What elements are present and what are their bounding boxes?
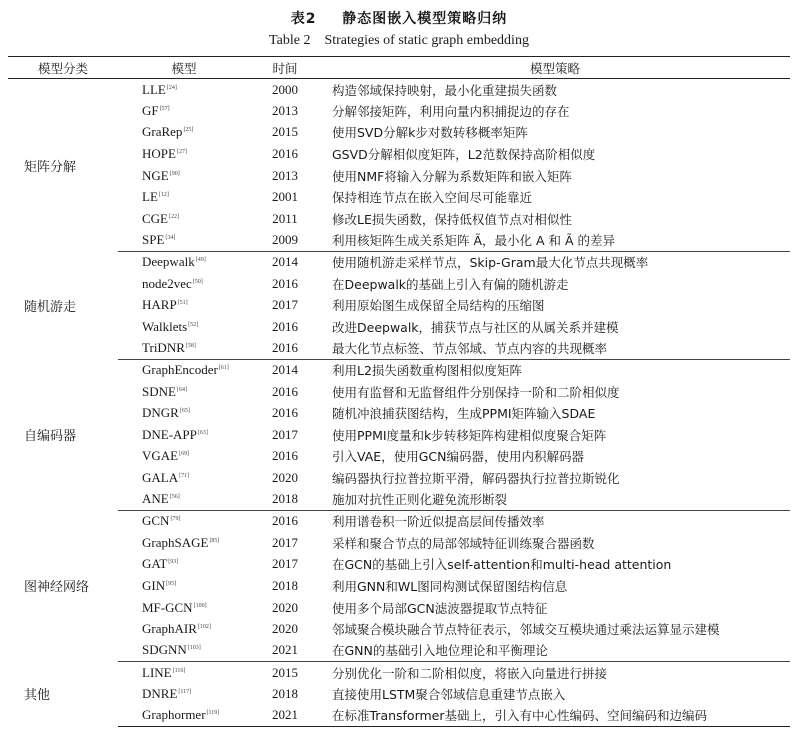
strategy-cell: 使用SVD分解k步对数转移概率矩阵 [332,125,528,141]
year-cell: 2014 [272,254,298,270]
table-row [8,186,790,208]
model-name: SDGNN [142,642,187,658]
strategy-cell: 使用多个局部GCN滤波器提取节点特征 [332,600,548,616]
header-year: 时间 [250,57,320,79]
model-cell [118,683,250,705]
table-row [8,100,790,122]
strategy-cell: 邻域聚合模块融合节点特征表示，邻域交互模块通过乘法运算显示建模 [332,622,720,638]
table-row [8,618,790,640]
table-row [8,424,790,446]
strategy-cell: 构造邻域保持映射，最小化重建损失函数 [332,82,558,98]
reference-marker: [79] [170,516,181,523]
category-cell: 矩阵分解 [24,159,77,175]
model-cell [118,510,250,532]
strategy-cell: 分解邻接矩阵，利用向量内积捕捉边的存在 [332,103,570,119]
reference-marker: [69] [179,451,190,458]
header-category: 模型分类 [8,57,118,79]
caption-zh-title: 静态图嵌入模型策略归纳 [342,11,508,27]
model-cell [118,532,250,554]
model-name: ANE [142,491,169,507]
year-cell: 2016 [272,405,298,421]
model-cell [118,575,250,597]
header-model: 模型 [118,57,250,79]
category-cell: 自编码器 [24,429,77,445]
year-cell: 2015 [272,124,298,140]
model-name: LLE [142,81,166,97]
model-name: DNRE [142,685,178,701]
table-row [8,79,790,101]
model-name: GraRep [142,124,183,140]
strategy-cell: 直接使用LSTM聚合邻域信息重建节点嵌入 [332,686,566,702]
reference-marker: [58] [185,343,196,350]
table-row [8,532,790,554]
reference-marker: [63] [197,429,208,436]
reference-marker: [12] [158,192,169,199]
model-name: GF [142,102,159,118]
year-cell: 2018 [272,577,298,593]
model-name: VGAE [142,448,179,464]
model-name: HARP [142,297,177,313]
table-body [8,79,790,727]
strategy-cell: 利用核矩阵生成关系矩阵 Ã，最小化 A 和 Ã 的差异 [320,230,790,252]
strategy-cell: 利用谱卷积一阶近似提高层间传播效率 [332,514,545,530]
strategy-cell: 在GCN的基础上引入self-attention和multi-head attention [332,557,672,573]
year-cell: 2017 [272,297,298,313]
strategy-cell: 编码器执行拉普拉斯平滑，解码器执行拉普拉斯锐化 [332,470,620,486]
model-cell [118,446,250,468]
reference-marker: [117] [178,688,192,695]
reference-marker: [116] [172,667,186,674]
reference-marker: [61] [218,365,229,372]
year-cell: 2020 [272,621,298,637]
model-name: CGE [142,210,168,226]
model-name: GraphEncoder [142,362,218,378]
strategy-cell: 最大化节点标签、节点邻域、节点内容的共现概率 [320,338,790,360]
table-row [8,575,790,597]
category-cell: 其他 [24,688,51,704]
model-cell [118,294,250,316]
model-cell [118,79,250,101]
model-cell [118,165,250,187]
reference-marker: [100] [193,602,207,609]
strategy-cell: 随机冲浪捕获图结构，生成PPMI矩阵输入SDAE [332,406,596,422]
caption-en-title: Strategies of static graph embedding [324,33,529,48]
strategy-cell: 修改LE损失函数，保持低权值节点对相似性 [332,211,572,227]
year-cell: 2017 [272,534,298,550]
strategy-cell: 利用原始图生成保留全局结构的压缩图 [332,298,545,314]
model-cell [118,705,250,727]
strategy-cell: 改进Deepwalk，捕获节点与社区的从属关系并建模 [332,319,619,335]
model-cell [118,338,250,360]
strategy-cell: 在GNN的基础引入地位理论和平衡理论 [320,640,790,662]
strategy-cell: 保持相连节点在嵌入空间尽可能靠近 [332,190,533,206]
model-cell [118,618,250,640]
model-cell [118,316,250,338]
table-row [8,294,790,316]
year-cell: 2018 [272,685,298,701]
year-cell: 2001 [272,189,298,205]
model-name: SDNE [142,383,176,399]
year-cell: 2017 [272,556,298,572]
model-name: SPE [142,232,165,248]
reference-marker: [102] [197,624,211,631]
reference-marker: [27] [176,149,187,156]
model-cell [118,186,250,208]
model-cell [118,100,250,122]
year-cell: 2013 [272,102,298,118]
model-name: GCN [142,513,170,529]
table-row [8,251,790,273]
model-name: node2vec [142,275,192,291]
model-cell [118,662,250,684]
reference-marker: [119] [206,710,220,717]
strategy-cell: GSVD分解相似度矩阵，L2范数保持高阶相似度 [332,147,596,163]
category-cell: 随机游走 [24,299,77,315]
table-row [8,338,790,360]
model-name: TriDNR [142,340,185,356]
model-cell [118,208,250,230]
table-row [8,122,790,144]
model-cell [118,402,250,424]
reference-marker: [56] [169,494,180,501]
year-cell: 2021 [250,640,320,662]
model-name: LE [142,189,158,205]
model-cell [118,597,250,619]
year-cell: 2009 [250,230,320,252]
strategy-cell: 引入VAE，使用GCN编码器，使用内积解码器 [332,449,584,465]
model-name: Walklets [142,318,188,334]
year-cell: 2000 [272,81,298,97]
table-row [8,597,790,619]
strategy-cell: 使用有监督和无监督组件分别保持一阶和二阶相似度 [332,384,620,400]
table-row [8,446,790,468]
caption-zh-label: 表2 [290,11,317,27]
reference-marker: [57] [159,105,170,112]
year-cell: 2016 [272,146,298,162]
model-name: NGE [142,167,169,183]
year-cell: 2018 [250,489,320,511]
reference-marker: [51] [177,300,188,307]
reference-marker: [34] [165,235,176,242]
table-row [8,489,790,511]
reference-marker: [50] [192,278,203,285]
table-row [8,143,790,165]
model-cell [118,143,250,165]
year-cell: 2020 [272,469,298,485]
year-cell: 2020 [272,599,298,615]
reference-marker: [95] [166,580,177,587]
model-name: MF-GCN [142,599,193,615]
reference-marker: [64] [176,386,187,393]
caption-en-label: Table 2 [269,33,311,48]
model-name: DNE-APP [142,426,197,442]
reference-marker: [71] [179,472,190,479]
table-row [8,359,790,381]
reference-marker: [90] [169,170,180,177]
category-cell: 图神经网络 [24,580,90,596]
year-cell: 2013 [272,167,298,183]
table-row [8,381,790,403]
model-name: GIN [142,577,166,593]
strategy-cell: 利用L2损失函数重构图相似度矩阵 [332,363,522,379]
model-cell [118,273,250,295]
model-name: Graphormer [142,707,206,723]
model-name: GraphAIR [142,621,197,637]
model-cell [118,489,250,511]
caption-zh [0,8,798,28]
header-strategy: 模型策略 [320,57,790,79]
strategy-cell: 使用PPMI度量和k步转移矩阵构建相似度聚合矩阵 [332,427,607,443]
strategies-table [8,56,790,727]
reference-marker: [22] [169,213,179,220]
reference-marker: [65] [179,408,190,415]
year-cell: 2011 [272,210,298,226]
year-cell: 2016 [272,513,298,529]
year-cell: 2016 [272,275,298,291]
caption-en [0,33,798,49]
reference-marker: [85] [209,537,220,544]
reference-marker: [49] [195,257,206,264]
table-header-row [8,57,790,79]
strategy-cell: 在标准Transformer基础上，引入有中心性编码、空间编码和边编码 [320,705,790,727]
table-row [8,554,790,576]
reference-marker: [24] [166,84,177,91]
table-row [8,165,790,187]
model-name: GAT [142,556,168,572]
year-cell: 2016 [272,383,298,399]
table-row [8,230,790,252]
year-cell: 2017 [272,426,298,442]
reference-marker: [25] [183,127,194,134]
table-row [8,316,790,338]
strategy-cell: 采样和聚合节点的局部邻域特征训练聚合器函数 [332,535,595,551]
table-row [8,467,790,489]
table-row [8,402,790,424]
table-row [8,273,790,295]
reference-marker: [103] [187,645,201,652]
table-row [8,510,790,532]
strategy-cell: 利用GNN和WL图同构测试保留图结构信息 [332,578,568,594]
strategy-cell: 分别优化一阶和二阶相似度，将嵌入向量进行拼接 [332,665,608,681]
year-cell: 2016 [272,318,298,334]
strategy-cell: 使用随机游走采样节点，Skip-Gram最大化节点共现概率 [332,255,649,271]
model-cell [118,359,250,381]
model-cell [118,122,250,144]
reference-marker: [52] [188,321,199,328]
model-cell [118,251,250,273]
strategy-cell: 使用NMF将输入分解为系数矩阵和嵌入矩阵 [332,168,572,184]
model-cell [118,640,250,662]
reference-marker: [93] [168,559,179,566]
table-row [8,662,790,684]
table-row [8,208,790,230]
year-cell: 2015 [272,664,298,680]
strategy-cell: 在Deepwalk的基础上引入有偏的随机游走 [332,276,569,292]
table-row [8,683,790,705]
year-cell: 2016 [272,448,298,464]
table-row [8,640,790,662]
model-cell [118,554,250,576]
year-cell: 2021 [250,705,320,727]
model-name: GraphSAGE [142,534,209,550]
model-name: Deepwalk [142,254,195,270]
model-cell [118,467,250,489]
year-cell: 2016 [250,338,320,360]
model-name: LINE [142,664,172,680]
model-name: DNGR [142,405,179,421]
strategy-cell: 施加对抗性正则化避免流形断裂 [320,489,790,511]
model-cell [118,381,250,403]
model-cell [118,424,250,446]
model-name: GALA [142,469,179,485]
table-row [8,705,790,727]
model-name: HOPE [142,146,176,162]
year-cell: 2014 [272,362,298,378]
model-cell [118,230,250,252]
